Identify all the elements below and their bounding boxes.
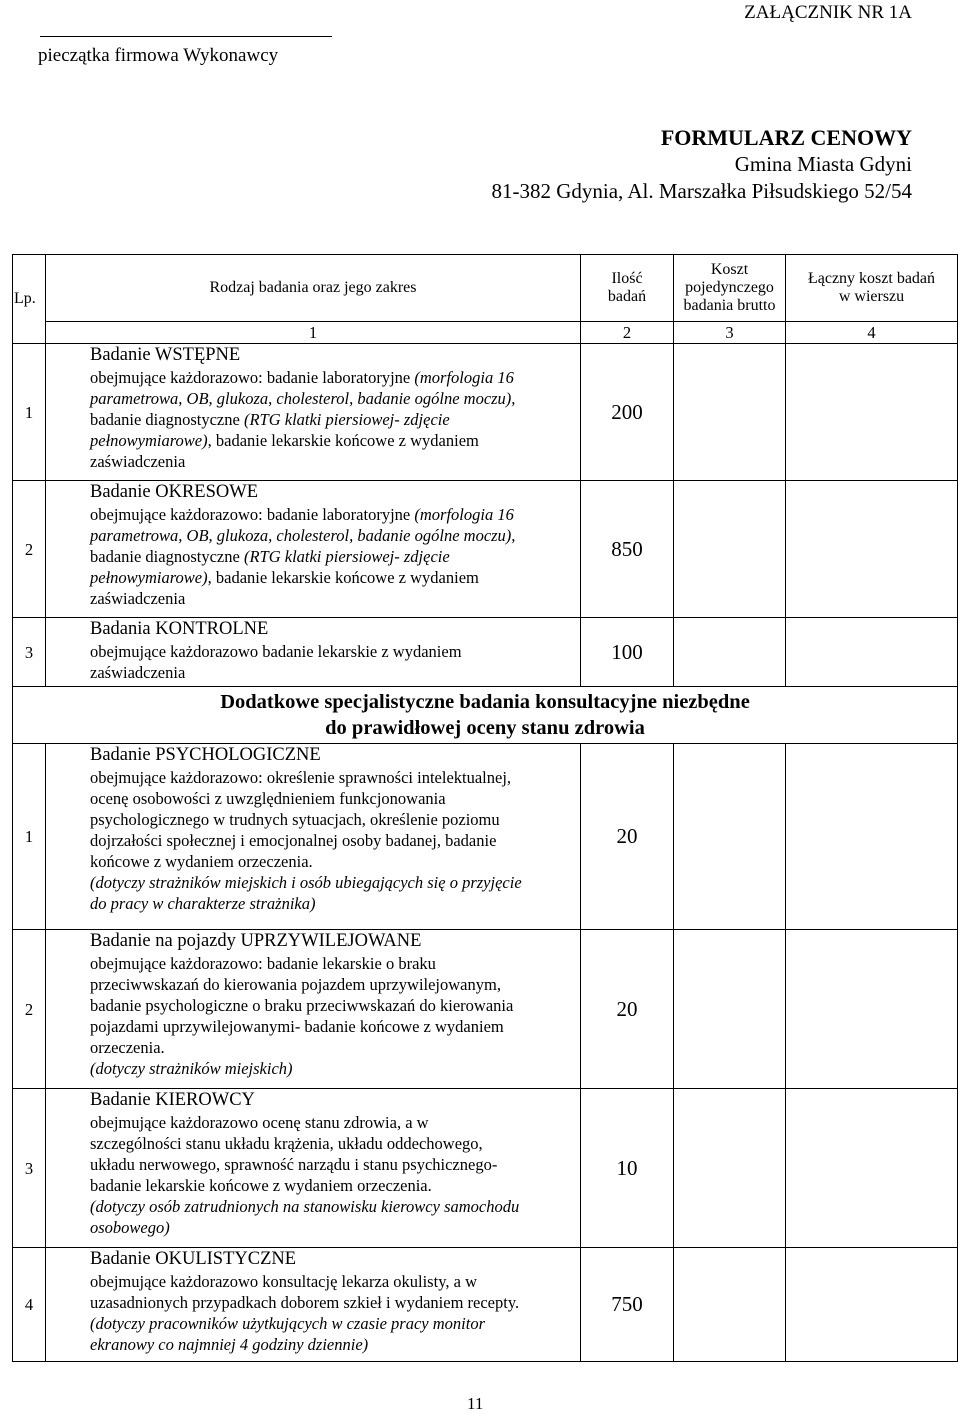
header-cost-line1: Koszt [710, 261, 749, 278]
table-row [13, 344, 958, 481]
row-unit-cost [674, 930, 786, 1089]
desc-text: , badanie lekarskie końcowe z wydaniem [207, 431, 479, 450]
desc-italic: (morfologia 16 [414, 505, 514, 524]
desc-italic: parametrowa, OB, glukoza, cholesterol, badanie ogólne moczu), [90, 389, 516, 408]
desc-text: psychologicznego w trudnych sytuacjach, określenie poziomu [90, 810, 500, 829]
table-row [13, 1248, 958, 1362]
desc-note: (dotyczy strażników miejskich) [90, 1059, 293, 1078]
desc-italic: (RTG klatki piersiowej- zdjęcie [243, 547, 450, 566]
desc-text: badanie diagnostyczne [90, 547, 244, 566]
row-description [46, 344, 581, 481]
row-title: Badanie OKULISTYCZNE [90, 1249, 297, 1269]
desc-note: (dotyczy osób zatrudnionych na stanowisku kierowcy samochodu [90, 1197, 520, 1216]
row-title: Badanie PSYCHOLOGICZNE [90, 745, 321, 765]
desc-note: ekranowy co najmniej 4 godziny dziennie) [90, 1335, 369, 1354]
header-qty-line1: Ilość [611, 270, 643, 287]
row-lp: 2 [13, 930, 46, 1089]
row-total-cost [786, 344, 958, 481]
row-description [46, 1089, 581, 1248]
row-unit-cost [674, 744, 786, 930]
desc-text: zaświadczenia [90, 589, 186, 608]
row-title: Badanie na pojazdy UPRZYWILEJOWANE [90, 931, 422, 951]
row-total-cost [786, 930, 958, 1089]
desc-text: obejmujące każdorazowo: badanie lekarskie o braku [90, 954, 436, 973]
desc-text: szczególności stanu układu krążenia, układu oddechowego, [90, 1134, 483, 1153]
desc-text: obejmujące każdorazowo ocenę stanu zdrowia, a w [90, 1113, 429, 1132]
row-quantity: 750 [581, 1248, 674, 1362]
stamp-signature-line [40, 36, 332, 37]
desc-text: badanie diagnostyczne [90, 410, 244, 429]
row-quantity: 200 [581, 344, 674, 481]
header-qty-line2: badań [607, 288, 647, 305]
desc-text: końcowe z wydaniem orzeczenia. [90, 852, 313, 871]
price-table [12, 254, 958, 1362]
desc-note: do pracy w charakterze strażnika) [90, 894, 316, 913]
row-lp: 3 [13, 618, 46, 687]
table-row [13, 618, 958, 687]
desc-italic: (morfologia 16 [414, 368, 514, 387]
desc-note: osobowego) [90, 1218, 170, 1237]
desc-text: obejmujące każdorazowo: badanie laboratoryjne [90, 505, 415, 524]
desc-text: przeciwwskazań do kierowania pojazdem uprzywilejowanym, [90, 975, 501, 994]
row-description [46, 930, 581, 1089]
row-total-cost [786, 744, 958, 930]
header-total-line2: w wierszu [838, 288, 905, 305]
table-row [13, 1089, 958, 1248]
row-unit-cost [674, 1248, 786, 1362]
desc-text: ocenę osobowości z uwzględnieniem funkcjonowania [90, 789, 446, 808]
section-heading-line1: Dodatkowe specjalistyczne badania konsultacyjne niezbędne [220, 691, 750, 713]
row-description [46, 618, 581, 687]
row-title: Badania KONTROLNE [90, 619, 269, 639]
desc-italic: pełnowymiarowe) [90, 568, 208, 587]
col-number: 3 [674, 322, 786, 344]
col-number: 2 [581, 322, 674, 344]
desc-text: obejmujące każdorazowo konsultację lekarza okulisty, a w [90, 1272, 477, 1291]
desc-text: pojazdami uprzywilejowanymi- badanie końcowe z wydaniem [90, 1017, 504, 1036]
desc-text: , badanie lekarskie końcowe z wydaniem [207, 568, 479, 587]
client-name: Gmina Miasta Gdyni [734, 152, 912, 176]
desc-text: uzasadnionych przypadkach doborem szkieł i wydaniem recepty. [90, 1293, 520, 1312]
desc-text: orzeczenia. [90, 1038, 165, 1057]
header-desc: Rodzaj badania oraz jego zakres [46, 255, 581, 322]
row-quantity: 100 [581, 618, 674, 687]
row-quantity: 20 [581, 930, 674, 1089]
desc-text: dojrzałości społecznej i emocjonalnej osoby badanej, badanie [90, 831, 497, 850]
desc-italic: parametrowa, OB, glukoza, cholesterol, badanie ogólne moczu), [90, 526, 516, 545]
column-number-row [13, 322, 958, 344]
header-qty [581, 255, 674, 322]
row-quantity: 10 [581, 1089, 674, 1248]
table-row [13, 744, 958, 930]
row-unit-cost [674, 481, 786, 618]
row-description [46, 744, 581, 930]
desc-text: obejmujące każdorazowo badanie lekarskie z wydaniem [90, 642, 462, 661]
table-header-row [13, 255, 958, 322]
desc-text: obejmujące każdorazowo: badanie laboratoryjne [90, 368, 415, 387]
row-total-cost [786, 481, 958, 618]
row-lp: 1 [13, 344, 46, 481]
annex-label: ZAŁĄCZNIK NR 1A [744, 2, 912, 23]
row-lp: 4 [13, 1248, 46, 1362]
section-heading-line2: do prawidłowej oceny stanu zdrowia [325, 717, 645, 739]
row-quantity: 850 [581, 481, 674, 618]
row-title: Badanie KIEROWCY [90, 1090, 255, 1110]
desc-text: badanie lekarskie końcowe z wydaniem orzeczenia. [90, 1176, 432, 1195]
desc-text: badanie psychologiczne o braku przeciwwskazań do kierowania [90, 996, 514, 1015]
row-description [46, 1248, 581, 1362]
desc-text: układu nerwowego, sprawność narządu i stanu psychicznego- [90, 1155, 498, 1174]
desc-text: zaświadczenia [90, 452, 186, 471]
page-number: 11 [467, 1394, 484, 1413]
row-lp: 1 [13, 744, 46, 930]
row-total-cost [786, 1089, 958, 1248]
desc-text: obejmujące każdorazowo: określenie sprawności intelektualnej, [90, 768, 512, 787]
desc-note: (dotyczy strażników miejskich i osób ubiegających się o przyjęcie [90, 873, 522, 892]
desc-italic: pełnowymiarowe) [90, 431, 208, 450]
row-title: Badanie WSTĘPNE [90, 345, 241, 365]
desc-text: zaświadczenia [90, 663, 186, 682]
row-unit-cost [674, 344, 786, 481]
row-unit-cost [674, 1089, 786, 1248]
table-row [13, 481, 958, 618]
row-unit-cost [674, 618, 786, 687]
client-address: 81-382 Gdynia, Al. Marszałka Piłsudskiego 52/54 [491, 179, 912, 203]
table-row [13, 930, 958, 1089]
form-title: FORMULARZ CENOWY [660, 125, 912, 150]
col-number: 1 [46, 322, 581, 344]
row-lp: 3 [13, 1089, 46, 1248]
section-heading-row [13, 687, 958, 744]
header-lp: Lp. [13, 255, 46, 344]
section-heading [13, 687, 958, 744]
header-cost-line3: badania brutto [683, 297, 776, 314]
header-unit-cost [674, 255, 786, 322]
col-number: 4 [786, 322, 958, 344]
row-total-cost [786, 1248, 958, 1362]
row-description [46, 481, 581, 618]
row-title: Badanie OKRESOWE [90, 482, 259, 502]
header-total-cost [786, 255, 958, 322]
desc-italic: (RTG klatki piersiowej- zdjęcie [243, 410, 450, 429]
row-total-cost [786, 618, 958, 687]
row-quantity: 20 [581, 744, 674, 930]
header-cost-line2: pojedynczego [685, 279, 774, 296]
header-total-line1: Łączny koszt badań [807, 270, 936, 287]
desc-note: (dotyczy pracowników użytkujących w czasie pracy monitor [90, 1314, 485, 1333]
row-lp: 2 [13, 481, 46, 618]
stamp-label: pieczątka firmowa Wykonawcy [38, 45, 279, 66]
